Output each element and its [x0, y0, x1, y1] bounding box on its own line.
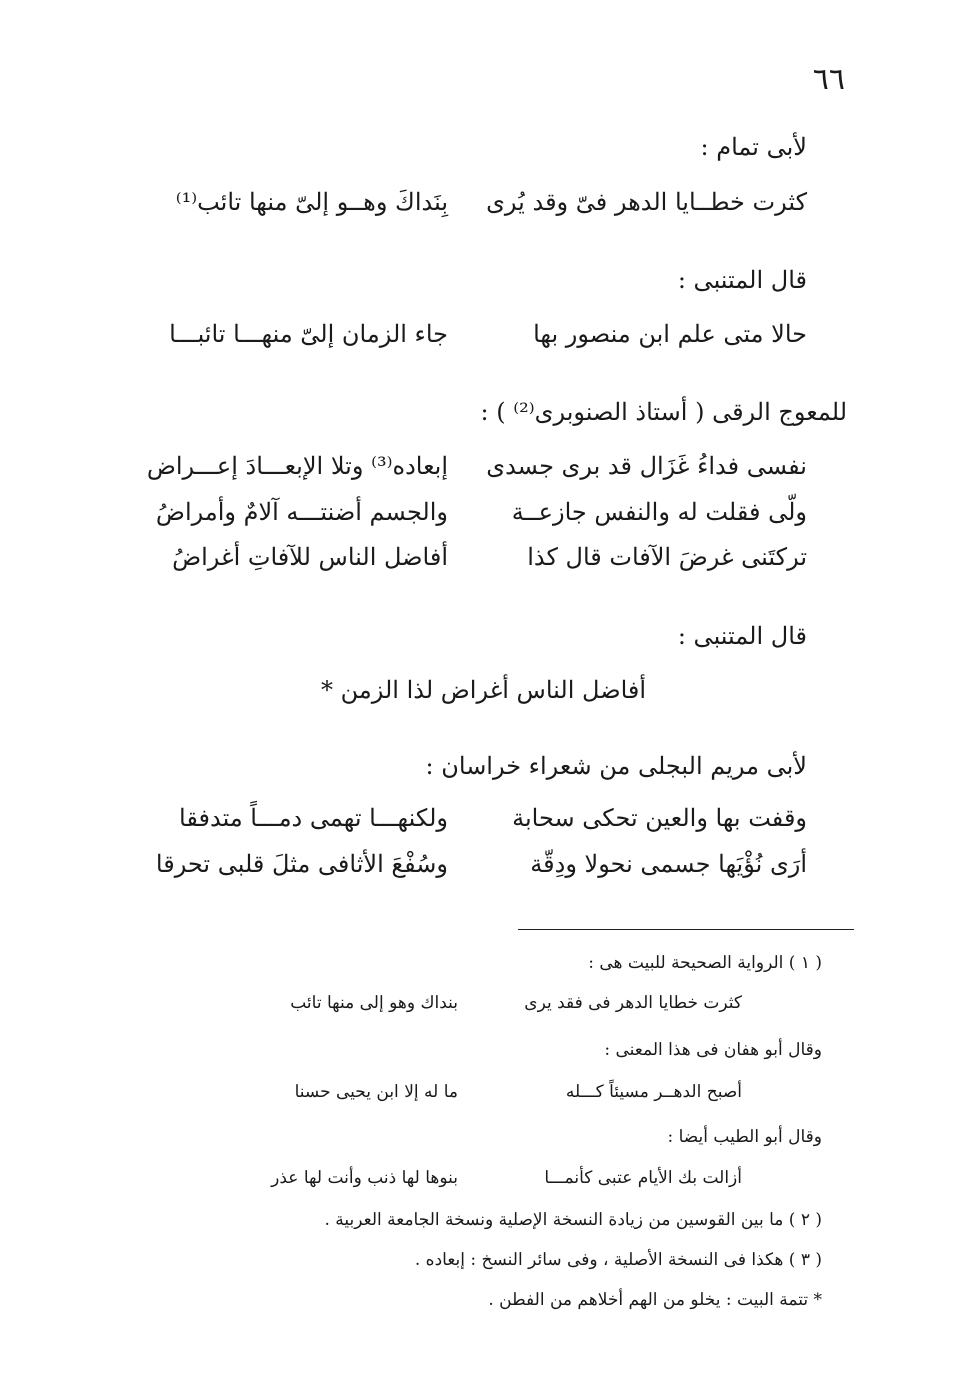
verse-row [0, 543, 967, 583]
footnote-hemistich-left: بنوها لها ذنب وأنت لها عذر [271, 1168, 458, 1188]
verse-row [0, 498, 967, 538]
footnote-hemistich-right: كثرت خطايا الدهر فى فقد يرى [524, 993, 742, 1013]
footnote-verse-row [0, 993, 967, 1019]
verse-row [0, 188, 967, 228]
verse-hemistich-right: وقفت بها والعين تحكى سحابة [512, 804, 807, 832]
verse-row [0, 452, 967, 492]
page-number: ٦٦ [812, 62, 845, 97]
verse-hemistich-left: أفاضل الناس للآفاتِ أغراضُ [172, 543, 448, 571]
verse-hemistich-right: كثرت خطــايا الدهر فىّ وقد يُرى [486, 188, 807, 216]
footnote-divider [518, 929, 854, 930]
verse-hemistich-right: نفسى فداءُ غَزَال قد برى جسدى [486, 452, 807, 480]
footnote-hemistich-right: أزالت بك الأيام عتبى كأنمـــا [544, 1168, 742, 1188]
footnote-hemistich-right: أصبح الدهــر مسيئاً كـــله [565, 1082, 742, 1102]
footnote-2: ( ٢ ) ما بين القوسين من زيادة النسخة الإصلية ونسخة الجامعة العربية . [324, 1210, 822, 1230]
section-heading-muawwaj: للمعوج الرقى ( أستاذ الصنوبرى⁽²⁾ ) : [480, 398, 847, 426]
section-heading-abu-tammam: لأبى تمام : [700, 133, 807, 161]
section-heading-abu-maryam: لأبى مريم البجلى من شعراء خراسان : [425, 752, 807, 780]
footnote-verse-row [0, 1082, 967, 1108]
verse-hemistich-right: أرَى نُؤْيَها جسمى نحولا ودِقّة [530, 850, 807, 878]
verse-hemistich-left: بِنَداكَ وهــو إلىّ منها تائب⁽¹⁾ [175, 188, 448, 216]
verse-hemistich-left: ولكنهـــا تهمى دمـــاً متدفقا [179, 804, 448, 832]
verse-row [0, 850, 967, 890]
footnote-hemistich-left: بنداك وهو إلى منها تائب [290, 993, 458, 1013]
verse-hemistich-left: جاء الزمان إلىّ منهـــا تائبـــا [169, 320, 448, 348]
footnote-hemistich-left: ما له إلا ابن يحيى حسنا [294, 1082, 458, 1102]
section-heading-mutanabbi-2: قال المتنبى : [677, 622, 807, 650]
section-heading-mutanabbi: قال المتنبى : [677, 266, 807, 294]
footnote-1: ( ١ ) الرواية الصحيحة للبيت هى : [588, 953, 822, 973]
centered-hemistich: أفاضل الناس أغراض لذا الزمن * [320, 676, 647, 704]
verse-hemistich-left: وسُفْعَ الأثافى مثلَ قلبى تحرقا [155, 850, 448, 878]
footnote-verse-row [0, 1168, 967, 1194]
footnote-abu-hifan: وقال أبو هفان فى هذا المعنى : [604, 1040, 822, 1060]
verse-hemistich-right: ولّى فقلت له والنفس جازعــة [511, 498, 807, 526]
verse-row [0, 804, 967, 844]
verse-hemistich-right: حالا متى علم ابن منصور بها [533, 320, 807, 348]
verse-row [0, 320, 967, 360]
verse-hemistich-left: إبعاده⁽³⁾ وتلا الإبعـــادَ إعـــراض [146, 452, 448, 480]
footnote-3: ( ٣ ) هكذا فى النسخة الأصلية ، وفى سائر النسخ : إبعاده . [414, 1250, 822, 1270]
verse-hemistich-left: والجسم أضنتـــه آلامٌ وأمراضُ [155, 498, 448, 526]
verse-hemistich-right: تركتَنى غرضَ الآفات قال كذا [527, 543, 807, 571]
footnote-abu-tayyib: وقال أبو الطيب أيضا : [667, 1127, 822, 1147]
footnote-star: * تتمة البيت : يخلو من الهم أخلاهم من الفطن . [488, 1290, 822, 1310]
